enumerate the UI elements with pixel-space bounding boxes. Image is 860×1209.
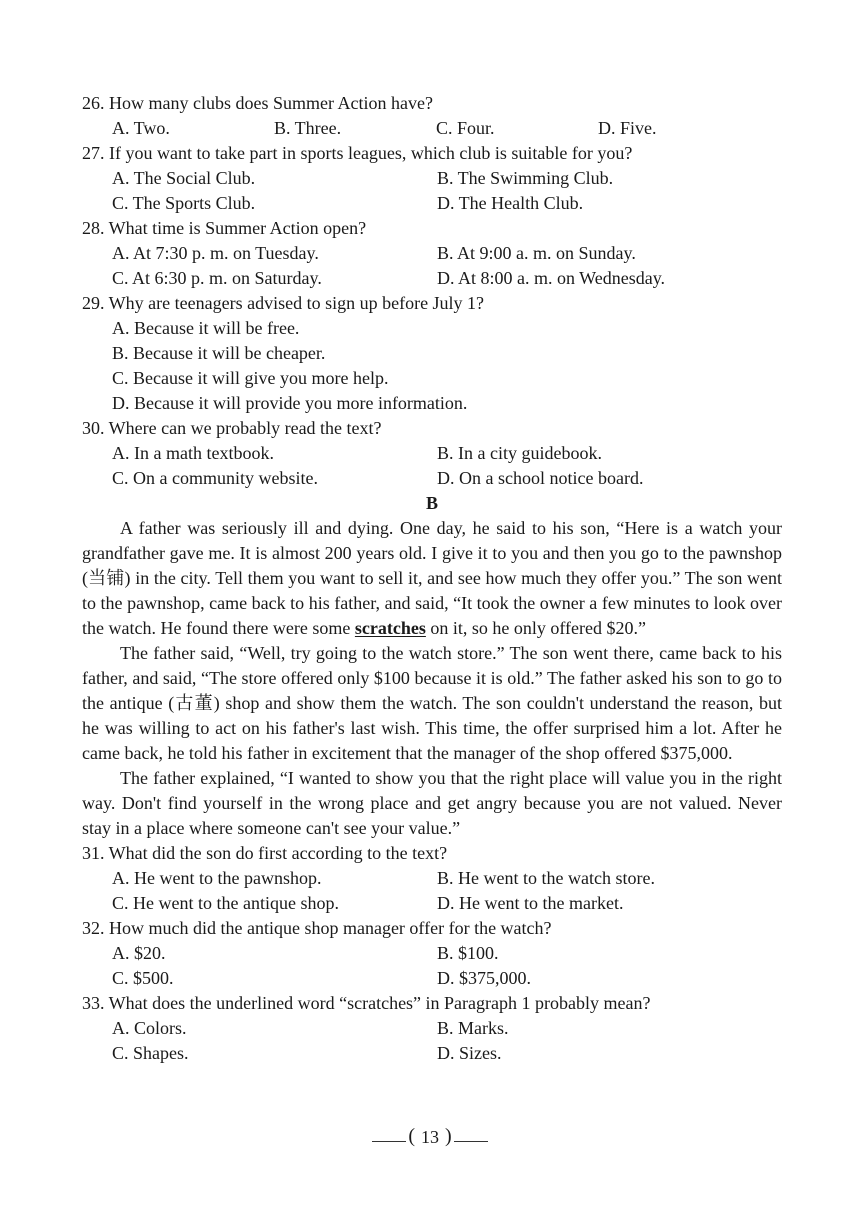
option-26-c: C. Four. (436, 118, 495, 138)
question-29: 29. Why are teenagers advised to sign up before July 1? (82, 293, 485, 313)
option-33-c: C. Shapes. (112, 1043, 189, 1063)
section-heading-b: B (425, 493, 438, 513)
option-29-d: D. Because it will provide you more information. (112, 393, 468, 413)
paragraph-2-text: The father said, “Well, try going to the watch store.” The son went there, came back to his father, and said, “The store offered only $100 because it is old.” The father asked his son to go to the antique (古董) shop and show them the watch. The son couldn't understand the reason, but he was willing to act on his father's last wish. This time, the offer surprised him a lot. After he came back, he told his father in excitement that the manager of the shop offered $375,000. (82, 643, 782, 763)
question-28: 28. What time is Summer Action open? (82, 218, 367, 238)
option-29-a: A. Because it will be free. (112, 318, 300, 338)
option-29-b: B. Because it will be cheaper. (112, 343, 326, 363)
option-26-a: A. Two. (112, 118, 170, 138)
option-32-c: C. $500. (112, 968, 174, 988)
option-26-b: B. Three. (274, 118, 342, 138)
option-33-b: B. Marks. (437, 1018, 509, 1038)
option-28-b: B. At 9:00 a. m. on Sunday. (437, 243, 636, 263)
footer-bracket-left: ( (408, 1125, 415, 1147)
passage-paragraph-3 (82, 766, 782, 841)
option-27-b: B. The Swimming Club. (437, 168, 614, 188)
option-32-b: B. $100. (437, 943, 499, 963)
option-30-c: C. On a community website. (112, 468, 318, 488)
question-30-options (112, 441, 782, 491)
footer-rule-left (372, 1141, 406, 1142)
question-32: 32. How much did the antique shop manager offer for the watch? (82, 918, 552, 938)
question-33-options (112, 1016, 782, 1066)
question-29-options (112, 316, 782, 416)
option-33-d: D. Sizes. (437, 1043, 502, 1063)
option-30-b: B. In a city guidebook. (437, 443, 602, 463)
footer-rule-right (454, 1141, 488, 1142)
option-27-d: D. The Health Club. (437, 193, 584, 213)
passage-paragraph-2 (82, 641, 782, 766)
passage-paragraph-1 (82, 516, 782, 641)
footer-bracket-right: ) (445, 1125, 452, 1147)
question-33: 33. What does the underlined word “scratches” in Paragraph 1 probably mean? (82, 993, 651, 1013)
question-31-options (112, 866, 782, 916)
option-28-c: C. At 6:30 p. m. on Saturday. (112, 268, 322, 288)
underlined-word: scratches (354, 618, 426, 638)
option-27-a: A. The Social Club. (112, 168, 256, 188)
option-30-a: A. In a math textbook. (112, 443, 274, 463)
option-30-d: D. On a school notice board. (437, 468, 644, 488)
option-29-c: C. Because it will give you more help. (112, 368, 389, 388)
paragraph-1-text-end: on it, so he only offered $20.” (425, 618, 647, 638)
option-27-c: C. The Sports Club. (112, 193, 256, 213)
option-28-d: D. At 8:00 a. m. on Wednesday. (437, 268, 666, 288)
page-footer (0, 1125, 860, 1155)
question-27: 27. If you want to take part in sports leagues, which club is suitable for you? (82, 143, 633, 163)
page-content (82, 91, 782, 1066)
question-26-options (112, 116, 782, 141)
option-31-a: A. He went to the pawnshop. (112, 868, 322, 888)
question-28-options (112, 241, 782, 291)
question-32-options (112, 941, 782, 991)
option-31-d: D. He went to the market. (437, 893, 624, 913)
page-number: 13 (421, 1127, 439, 1147)
option-31-b: B. He went to the watch store. (437, 868, 655, 888)
option-33-a: A. Colors. (112, 1018, 187, 1038)
paragraph-1-text-start: A father was seriously ill and dying. One day, he said to his son, “Here is a watch your grandfather gave me. It is almost 200 years old. I give it to you and then you go to the pawnshop (当铺) in the city. Tell them you want to sell it, and see how much they offer you.” The son went to the pawnshop, came back to his father, and said, “It took the owner a few minutes to look over the watch. He found there were some (82, 518, 782, 638)
question-27-options (112, 166, 782, 216)
option-26-d: D. Five. (598, 118, 657, 138)
question-30: 30. Where can we probably read the text? (82, 418, 382, 438)
option-31-c: C. He went to the antique shop. (112, 893, 339, 913)
option-32-d: D. $375,000. (437, 968, 531, 988)
question-31: 31. What did the son do first according to the text? (82, 843, 448, 863)
paragraph-3-text: The father explained, “I wanted to show you that the right place will value you in the right way. Don't find yourself in the wrong place and get angry because you are not valued. Never stay in a place where someone can't see your value.” (82, 768, 782, 838)
question-26: 26. How many clubs does Summer Action have? (82, 93, 433, 113)
option-28-a: A. At 7:30 p. m. on Tuesday. (112, 243, 319, 263)
option-32-a: A. $20. (112, 943, 166, 963)
